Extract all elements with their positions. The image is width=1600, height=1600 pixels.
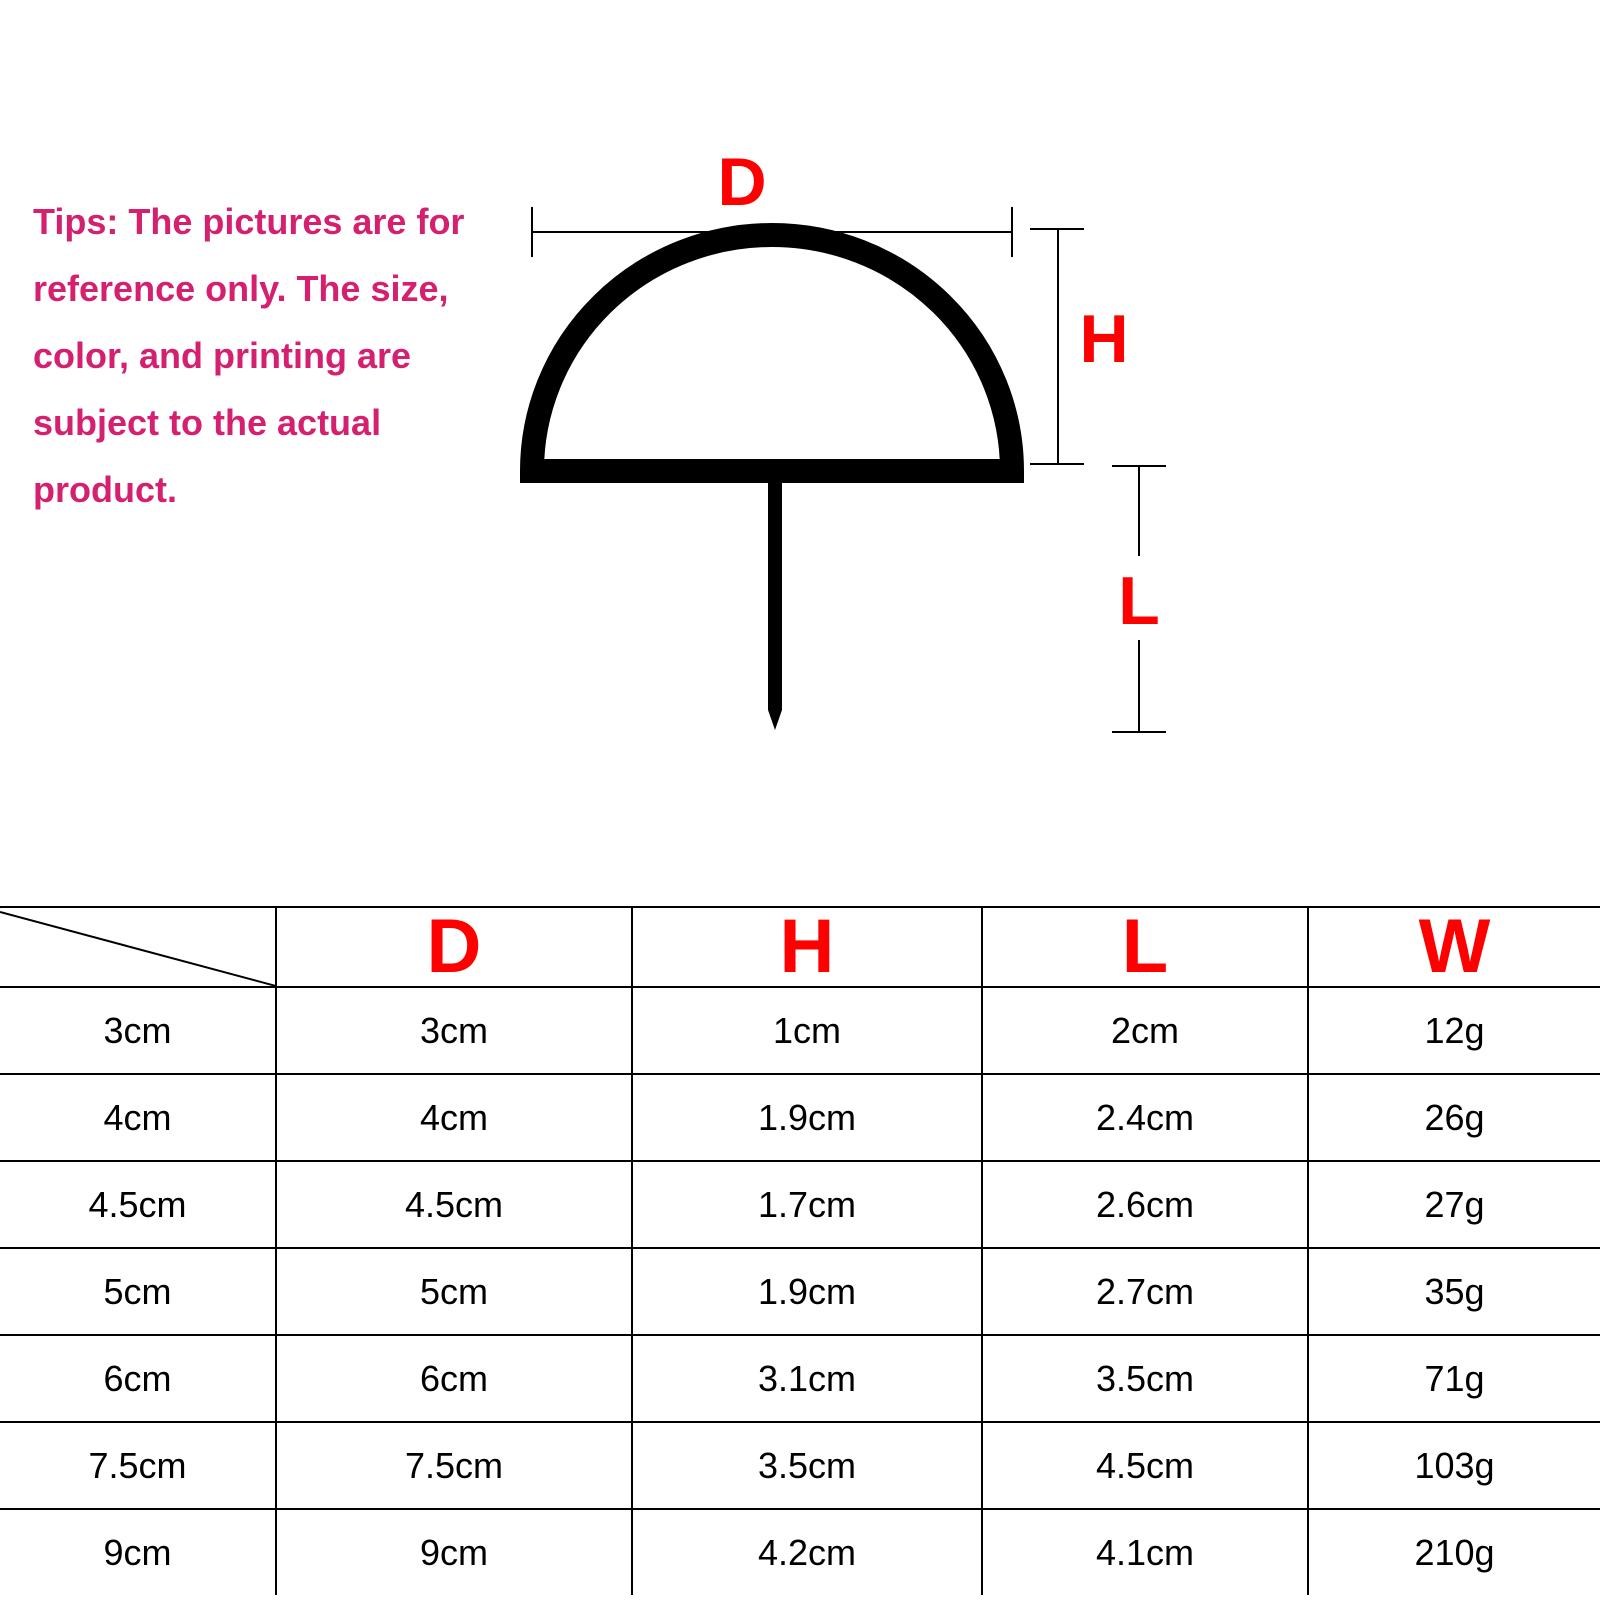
size-cell: 5cm — [0, 1248, 276, 1335]
d-label: D — [717, 144, 767, 220]
table-row — [0, 1422, 1600, 1509]
size-cell: 4.5cm — [0, 1161, 276, 1248]
table-row — [0, 1509, 1600, 1595]
table-header-row — [0, 907, 1600, 987]
dome-shape — [532, 235, 1012, 471]
corner-cell — [0, 907, 276, 987]
l-cell: 2.4cm — [982, 1074, 1308, 1161]
header-l: L — [982, 907, 1308, 987]
header-w: W — [1308, 907, 1600, 987]
pin-shaft — [768, 471, 782, 730]
header-h: H — [632, 907, 982, 987]
h-cell: 1.9cm — [632, 1074, 982, 1161]
table-row — [0, 1248, 1600, 1335]
h-dimension-line — [1030, 229, 1084, 464]
header-d: D — [276, 907, 632, 987]
size-table — [0, 906, 1600, 1595]
d-cell: 9cm — [276, 1509, 632, 1595]
size-cell: 4cm — [0, 1074, 276, 1161]
table-row — [0, 1335, 1600, 1422]
w-cell: 26g — [1308, 1074, 1600, 1161]
d-cell: 4.5cm — [276, 1161, 632, 1248]
tips-text: Tips: The pictures are for reference only. The size, color, and printing are subject to the actual product. — [33, 201, 465, 510]
h-cell: 1.9cm — [632, 1248, 982, 1335]
h-cell: 3.1cm — [632, 1335, 982, 1422]
l-cell: 4.5cm — [982, 1422, 1308, 1509]
d-cell: 4cm — [276, 1074, 632, 1161]
w-cell: 35g — [1308, 1248, 1600, 1335]
l-cell: 3.5cm — [982, 1335, 1308, 1422]
size-cell: 9cm — [0, 1509, 276, 1595]
diagonal-divider — [0, 908, 276, 986]
h-cell: 1cm — [632, 987, 982, 1074]
h-label: H — [1079, 301, 1129, 377]
h-cell: 1.7cm — [632, 1161, 982, 1248]
w-cell: 12g — [1308, 987, 1600, 1074]
l-cell: 2cm — [982, 987, 1308, 1074]
w-cell: 71g — [1308, 1335, 1600, 1422]
table-row — [0, 1074, 1600, 1161]
l-cell: 2.7cm — [982, 1248, 1308, 1335]
size-cell: 3cm — [0, 987, 276, 1074]
d-cell: 3cm — [276, 987, 632, 1074]
size-cell: 7.5cm — [0, 1422, 276, 1509]
table-row — [0, 987, 1600, 1074]
table-row — [0, 1161, 1600, 1248]
w-cell: 210g — [1308, 1509, 1600, 1595]
d-cell: 7.5cm — [276, 1422, 632, 1509]
l-cell: 2.6cm — [982, 1161, 1308, 1248]
l-label: L — [1118, 563, 1160, 639]
d-cell: 5cm — [276, 1248, 632, 1335]
h-cell: 4.2cm — [632, 1509, 982, 1595]
w-cell: 27g — [1308, 1161, 1600, 1248]
l-cell: 4.1cm — [982, 1509, 1308, 1595]
h-cell: 3.5cm — [632, 1422, 982, 1509]
d-cell: 6cm — [276, 1335, 632, 1422]
w-cell: 103g — [1308, 1422, 1600, 1509]
size-cell: 6cm — [0, 1335, 276, 1422]
